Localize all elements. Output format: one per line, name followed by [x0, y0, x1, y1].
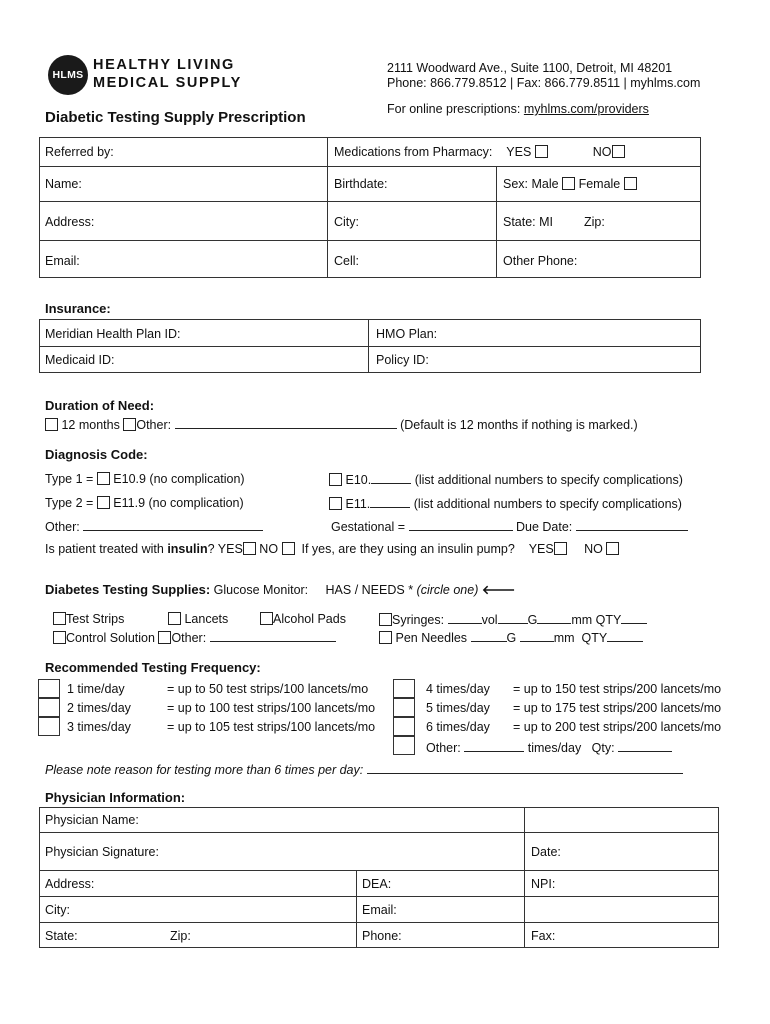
referred-by-label[interactable]: Referred by: [45, 145, 114, 159]
type1-e10-label: E10. [345, 473, 372, 487]
type1-e10-checkbox[interactable] [329, 473, 342, 486]
diagnosis-heading: Diagnosis Code: [45, 447, 148, 462]
birthdate-label[interactable]: Birthdate: [334, 177, 388, 191]
freq-2-times: 2 times/day [67, 701, 131, 715]
due-date-field[interactable] [576, 519, 688, 531]
address-label[interactable]: Address: [45, 215, 95, 229]
syringes-g-field[interactable] [498, 612, 528, 624]
sex-female-label: Female [578, 177, 621, 191]
type1-e10-field[interactable] [371, 472, 411, 484]
city-label[interactable]: City: [334, 215, 359, 229]
due-date-label: Due Date: [515, 520, 573, 534]
zip-label[interactable]: Zip: [584, 215, 605, 229]
physician-fax-label[interactable]: Fax: [531, 929, 556, 943]
sex-male-checkbox[interactable] [562, 177, 575, 190]
supplies-heading-row [45, 582, 515, 598]
arrow-left-icon: 🡐 [481, 583, 516, 597]
alcohol-pads-label: Alcohol Pads [273, 612, 346, 626]
gestational-label: Gestational = [331, 520, 406, 534]
freq-other-label: Other: [426, 741, 461, 755]
control-solution-checkbox[interactable] [53, 631, 66, 644]
type1-alt-row [329, 472, 683, 487]
diagnosis-other-row [45, 519, 263, 534]
supplies-other-checkbox[interactable] [158, 631, 171, 644]
freq-times-day-label: times/day [527, 741, 582, 755]
freq-2-checkbox[interactable] [38, 698, 60, 717]
freq-6-checkbox[interactable] [393, 717, 415, 736]
has-needs-option[interactable]: HAS / NEEDS * [325, 583, 414, 597]
syringes-qty-field[interactable] [621, 612, 647, 624]
freq-1-desc: = up to 50 test strips/100 lancets/mo [167, 682, 369, 696]
freq-4-times: 4 times/day [426, 682, 490, 696]
physician-address-label[interactable]: Address: [45, 877, 95, 891]
physician-heading: Physician Information: [45, 790, 186, 805]
freq-5-desc: = up to 175 test strips/200 lancets/mo [513, 701, 722, 715]
pump-yes-checkbox[interactable] [554, 542, 567, 555]
medications-yes-label: YES [506, 145, 532, 159]
freq-other-checkbox[interactable] [393, 736, 415, 755]
medications-row [334, 145, 625, 159]
alcohol-pads-item [260, 612, 346, 626]
test-strips-item [53, 612, 124, 626]
insulin-word: insulin [167, 542, 208, 556]
meridian-label[interactable]: Meridian Health Plan ID: [45, 327, 181, 341]
type2-e11-checkbox[interactable] [329, 497, 342, 510]
duration-other-label: Other: [136, 418, 172, 432]
insulin-yes-checkbox[interactable] [243, 542, 256, 555]
syringes-vol-field[interactable] [448, 612, 482, 624]
state-label[interactable]: State: MI [503, 215, 554, 229]
insulin-question-mark: ? [207, 542, 215, 556]
physician-name-label[interactable]: Physician Name: [45, 813, 139, 827]
duration-other-field[interactable] [175, 417, 397, 429]
pen-needles-mm-label: mm [553, 631, 575, 645]
form-title: Diabetic Testing Supply Prescription [45, 109, 306, 126]
company-phone: Phone: 866.779.8512 | Fax: 866.779.8511 | myhlms.com [387, 76, 701, 90]
logo-line-1: HEALTHY LIVING [93, 57, 235, 73]
pump-no-label: NO [584, 542, 603, 556]
pump-yes-label: YES [528, 542, 554, 556]
sex-female-checkbox[interactable] [624, 177, 637, 190]
medications-no-checkbox[interactable] [612, 145, 625, 158]
policy-label[interactable]: Policy ID: [376, 353, 429, 367]
freq-1-checkbox[interactable] [38, 679, 60, 698]
lancets-item [168, 612, 228, 626]
freq-6-times: 6 times/day [426, 720, 490, 734]
frequency-heading: Recommended Testing Frequency: [45, 660, 261, 675]
diagnosis-other-label: Other: [45, 520, 80, 534]
online-link[interactable]: myhlms.com/providers [523, 102, 649, 116]
type1-e10-note: (list additional numbers to specify complications) [414, 473, 683, 487]
lancets-label: Lancets [184, 612, 229, 626]
reason-row [45, 762, 683, 777]
freq-qty-label: Qty: [591, 741, 615, 755]
cell-label[interactable]: Cell: [334, 254, 360, 268]
online-label: For online prescriptions: [387, 102, 521, 116]
freq-5-times: 5 times/day [426, 701, 490, 715]
freq-3-desc: = up to 105 test strips/100 lancets/mo [167, 720, 376, 734]
gestational-row [331, 519, 688, 534]
lancets-checkbox[interactable] [168, 612, 181, 625]
reason-field[interactable] [367, 762, 683, 774]
freq-3-times: 3 times/day [67, 720, 131, 734]
sex-row [503, 177, 637, 191]
type1-e109-label: E10.9 (no complication) [113, 472, 245, 486]
medications-yes-checkbox[interactable] [535, 145, 548, 158]
supplies-heading: Diabetes Testing Supplies: [45, 582, 211, 597]
pen-needles-label: Pen Needles [395, 631, 468, 645]
duration-12months-checkbox[interactable] [45, 418, 58, 431]
physician-city-label[interactable]: City: [45, 903, 70, 917]
syringes-checkbox[interactable] [379, 613, 392, 626]
sex-male-label: Sex: Male [503, 177, 559, 191]
supplies-other-field[interactable] [210, 630, 336, 642]
type2-e11-field[interactable] [370, 496, 410, 508]
circle-one-note: (circle one) [416, 583, 479, 597]
logo-mark: HLMS [48, 55, 88, 95]
pen-needles-mm-field[interactable] [520, 630, 554, 642]
duration-12months-label: 12 months [61, 418, 120, 432]
insulin-row [45, 542, 619, 556]
syringes-mm-field[interactable] [537, 612, 571, 624]
syringes-item [379, 612, 647, 627]
online-prescriptions [387, 102, 649, 116]
pen-needles-qty-label: QTY [581, 631, 608, 645]
type1-row [45, 472, 245, 486]
duration-heading: Duration of Need: [45, 398, 155, 413]
email-label[interactable]: Email: [45, 254, 80, 268]
medications-label: Medications from Pharmacy: [334, 145, 493, 159]
control-solution-label: Control Solution [66, 631, 155, 645]
type2-alt-row [329, 496, 682, 511]
physician-npi-label[interactable]: NPI: [531, 877, 556, 891]
freq-qty-field[interactable] [618, 740, 672, 752]
type2-row [45, 496, 244, 510]
insurance-heading: Insurance: [45, 301, 111, 316]
freq-4-checkbox[interactable] [393, 679, 415, 698]
physician-state-label[interactable]: State: [45, 929, 78, 943]
freq-2-desc: = up to 100 test strips/100 lancets/mo [167, 701, 376, 715]
diagnosis-other-field[interactable] [83, 519, 263, 531]
name-label[interactable]: Name: [45, 177, 82, 191]
duration-row [45, 417, 638, 432]
type2-e119-label: E11.9 (no complication) [113, 496, 244, 510]
company-address: 2111 Woodward Ave., Suite 1100, Detroit, MI 48201 [387, 61, 673, 75]
physician-dea-label[interactable]: DEA: [362, 877, 392, 891]
pen-needles-g-field[interactable] [471, 630, 507, 642]
test-strips-checkbox[interactable] [53, 612, 66, 625]
physician-zip-label[interactable]: Zip: [170, 929, 191, 943]
type2-e11-label: E11. [345, 497, 371, 511]
test-strips-label: Test Strips [66, 612, 125, 626]
pump-question: If yes, are they using an insulin pump? [301, 542, 515, 556]
pen-needles-g-label: G [506, 631, 517, 645]
insulin-no-checkbox[interactable] [282, 542, 295, 555]
freq-1-times: 1 time/day [67, 682, 125, 696]
supplies-other-label: Other: [171, 631, 207, 645]
freq-5-checkbox[interactable] [393, 698, 415, 717]
physician-phone-label[interactable]: Phone: [362, 929, 402, 943]
medications-no-label: NO [592, 145, 612, 159]
syringes-label: Syringes: [392, 613, 445, 627]
type2-label: Type 2 = [45, 496, 94, 510]
alcohol-pads-checkbox[interactable] [260, 612, 273, 625]
syringes-vol-label: vol [481, 613, 498, 627]
physician-email-label[interactable]: Email: [362, 903, 397, 917]
type2-e11-note: (list additional numbers to specify complications) [413, 497, 682, 511]
gestational-field[interactable] [409, 519, 513, 531]
syringes-g-label: G [527, 613, 538, 627]
freq-4-desc: = up to 150 test strips/200 lancets/mo [513, 682, 722, 696]
hmo-label[interactable]: HMO Plan: [376, 327, 438, 341]
freq-6-desc: = up to 200 test strips/200 lancets/mo [513, 720, 722, 734]
pen-needles-qty-field[interactable] [607, 630, 643, 642]
insulin-no-label: NO [259, 542, 279, 556]
freq-other-field[interactable] [464, 740, 524, 752]
medicaid-label[interactable]: Medicaid ID: [45, 353, 115, 367]
logo-line-2: MEDICAL SUPPLY [93, 75, 242, 91]
pen-needles-checkbox[interactable] [379, 631, 392, 644]
pump-no-checkbox[interactable] [606, 542, 619, 555]
physician-signature-label[interactable]: Physician Signature: [45, 845, 159, 859]
freq-3-checkbox[interactable] [38, 717, 60, 736]
reason-note: Please note reason for testing more than 6 times per day: [45, 763, 364, 777]
type2-e119-checkbox[interactable] [97, 496, 110, 509]
insulin-yes-label: YES [217, 542, 243, 556]
type1-e109-checkbox[interactable] [97, 472, 110, 485]
duration-other-checkbox[interactable] [123, 418, 136, 431]
other-phone-label[interactable]: Other Phone: [503, 254, 578, 268]
syringes-mmqty-label: mm QTY [571, 613, 622, 627]
insulin-question-pre: Is patient treated with [45, 542, 164, 556]
duration-default-note: (Default is 12 months if nothing is marked.) [400, 418, 638, 432]
physician-date-label[interactable]: Date: [531, 845, 561, 859]
type1-label: Type 1 = [45, 472, 94, 486]
freq-other-row [426, 740, 672, 755]
control-solution-item [53, 630, 336, 645]
pen-needles-item [379, 630, 643, 645]
glucose-monitor-label: Glucose Monitor: [213, 583, 309, 597]
